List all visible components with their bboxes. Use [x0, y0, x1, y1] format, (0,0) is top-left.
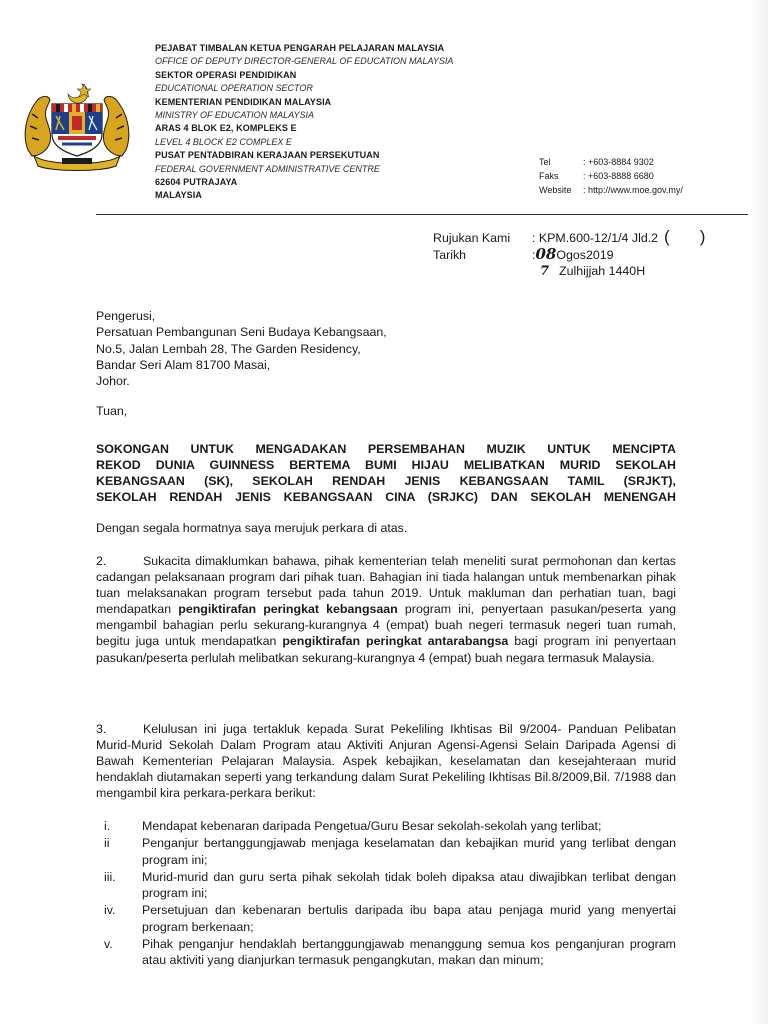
fax-label: Faks: [539, 171, 559, 181]
fax-value: : +603-8888 6680: [583, 171, 654, 181]
list-item: [104, 818, 676, 834]
letterhead-line: 62604 PUTRAJAYA: [155, 177, 238, 188]
website-label: Website: [539, 185, 572, 195]
page-edge-shadow: [750, 0, 768, 1024]
list-item-text: Persetujuan dan kebenaran bertulis daripada ibu bapa atau penjaga murid yang menyertai program berkenaan;: [142, 903, 676, 934]
salutation: Tuan,: [96, 404, 128, 418]
website-link[interactable]: : http://www.moe.gov.my/: [583, 185, 683, 195]
address-line: No.5, Jalan Lembah 28, The Garden Residency,: [96, 341, 361, 356]
paragraph-text: bagi program ini penyertaan pasukan/peserta perlulah melibatkan sekurang-kurangnya 4 (empat) buah negara termasuk Malaysia.: [96, 634, 676, 665]
list-item-number: iv.: [104, 903, 116, 918]
conditions-list: [104, 818, 676, 970]
address-line: Bandar Seri Alam 81700 Masai,: [96, 357, 271, 372]
contact-block: [539, 155, 683, 197]
list-item: [104, 902, 676, 935]
paragraph-text: program ini, penyertaan pasukan/peserta yang mengambil bahagian perlu sekurang-kurangnya 4 (empat) buah negeri termasuk negeri tuan rumah, begitu juga untuk mendapatkan: [96, 602, 677, 649]
tel-value: : +603-8884 9302: [583, 157, 654, 167]
letterhead-line: OFFICE OF DEPUTY DIRECTOR-GENERAL OF EDUCATION MALAYSIA: [155, 56, 454, 67]
paragraph-number: 3.: [96, 722, 107, 736]
address-line: Pengerusi,: [96, 309, 156, 323]
list-item: [104, 869, 676, 902]
list-item-number: i.: [104, 819, 111, 833]
date-label: Tarikh: [433, 248, 467, 262]
malaysia-coat-of-arms-icon: [18, 80, 136, 172]
paragraph-text: Kelulusan ini juga tertakluk kepada Surat Pekeliling Ikhtisas Bil 9/2004- Panduan Pelibatan Murid-Murid Sekolah Dalam Program atau Aktiviti Anjuran Agensi-Agensi Selain Daripada Agensi di Bawah Kementerian Pelajaran Malaysia. Aspek kebajikan, keselamatan dan kesejahteraan murid hendaklah diutamakan seperti yang terkandung dalam Surat Pekeliling Ikhtisas Bil.8/2009,Bil. 7/1988 dan mengambil kira perkara-perkara berikut:: [96, 722, 676, 801]
address-line: Johor.: [96, 374, 130, 389]
letterhead-line: MINISTRY OF EDUCATION MALAYSIA: [155, 110, 315, 121]
letterhead-line: FEDERAL GOVERNMENT ADMINISTRATIVE CENTRE: [155, 163, 380, 174]
subject-heading: [96, 441, 676, 505]
paragraph-text: Sukacita dimaklumkan bahawa, pihak kementerian telah meneliti surat permohonan dan kertas cadangan pelaksanaan program dari pihak tuan. Bahagian ini tiada halangan untuk membenarkan pihak tuan melaksanakan program tersebut pada tahun 2019. Untuk makluman dan perhatian tuan, bagi mendapatkan: [96, 554, 676, 617]
letterhead-line: PUSAT PENTADBIRAN KERAJAAN PERSEKUTUAN: [155, 150, 380, 161]
hijri-date: Zulhijjah 1440H: [559, 264, 646, 278]
date-colon: :: [532, 248, 536, 262]
paragraph-3: [96, 721, 676, 801]
hijri-day-handwritten: 7: [540, 264, 550, 279]
letterhead-line: MALAYSIA: [155, 190, 202, 201]
opening-sentence: Dengan segala hormatnya saya merujuk perkara di atas.: [96, 521, 408, 535]
date-rest: Ogos2019: [556, 248, 614, 262]
subject-line: SOKONGAN UNTUK MENGADAKAN PERSEMBAHAN MUZIK UNTUK MENCIPTA: [96, 442, 676, 456]
letterhead-line: PEJABAT TIMBALAN KETUA PENGARAH PELAJARAN MALAYSIA: [155, 43, 445, 53]
paragraph-number: 2.: [96, 554, 107, 568]
list-item: [104, 936, 676, 969]
letterhead-text: [155, 42, 525, 203]
paragraph-bold-text: pengiktirafan peringkat antarabangsa: [282, 634, 509, 649]
list-item-text: Mendapat kebenaran daripada Pengetua/Guru Besar sekolah-sekolah yang terlibat;: [142, 819, 602, 833]
list-item-text: Pihak penganjur hendaklah bertanggungjawab menanggung semua kos penganjuran program atau aktiviti yang dianjurkan termasuk pengangkutan, makan dan minum;: [142, 937, 676, 968]
reference-block: [433, 229, 705, 280]
address-line: Persatuan Pembangunan Seni Budaya Kebangsaan,: [96, 325, 387, 340]
subject-line: REKOD DUNIA GUINNESS BERTEMA BUMI HIJAU MELIBATKAN MURID SEKOLAH: [96, 458, 676, 473]
list-item-number: ii: [104, 836, 110, 851]
tel-label: Tel: [539, 157, 551, 167]
ref-value: : KPM.600-12/1/4 Jld.2: [532, 231, 659, 245]
letterhead-line: KEMENTERIAN PENDIDIKAN MALAYSIA: [155, 96, 332, 107]
letterhead-line: ARAS 4 BLOK E2, KOMPLEKS E: [155, 123, 297, 134]
ref-label: Rujukan Kami: [433, 231, 511, 245]
paragraph-2: [96, 553, 676, 666]
subject-line: SEKOLAH RENDAH JENIS KEBANGSAAN CINA (SRJKC) DAN SEKOLAH MENENGAH: [96, 490, 676, 505]
ref-bracket-close: ): [699, 227, 706, 246]
letterhead-line: EDUCATIONAL OPERATION SECTOR: [155, 83, 313, 94]
letterhead-line: LEVEL 4 BLOCK E2 COMPLEX E: [155, 136, 292, 147]
list-item-number: iii.: [104, 869, 116, 884]
subject-line: KEBANGSAAN (SK), SEKOLAH RENDAH JENIS KEBANGSAAN TAMIL (SRJKT),: [96, 474, 676, 489]
list-item-text: Murid-murid dan guru serta pihak sekolah tidak boleh dipaksa atau diwajibkan terlibat dengan program ini;: [142, 869, 676, 901]
ref-bracket-open: (: [664, 227, 670, 246]
letterhead-line: SEKTOR OPERASI PENDIDIKAN: [155, 69, 297, 80]
list-item: [104, 835, 676, 868]
list-item-text: Penganjur bertanggungjawab menjaga keselamatan dan kebajikan murid yang terlibat dengan program ini;: [142, 836, 676, 867]
header-divider: [96, 214, 748, 215]
list-item-number: v.: [104, 937, 113, 952]
paragraph-bold-text: pengiktirafan peringkat kebangsaan: [178, 602, 398, 617]
recipient-address: [96, 308, 387, 389]
date-day-handwritten: 08: [535, 245, 557, 263]
